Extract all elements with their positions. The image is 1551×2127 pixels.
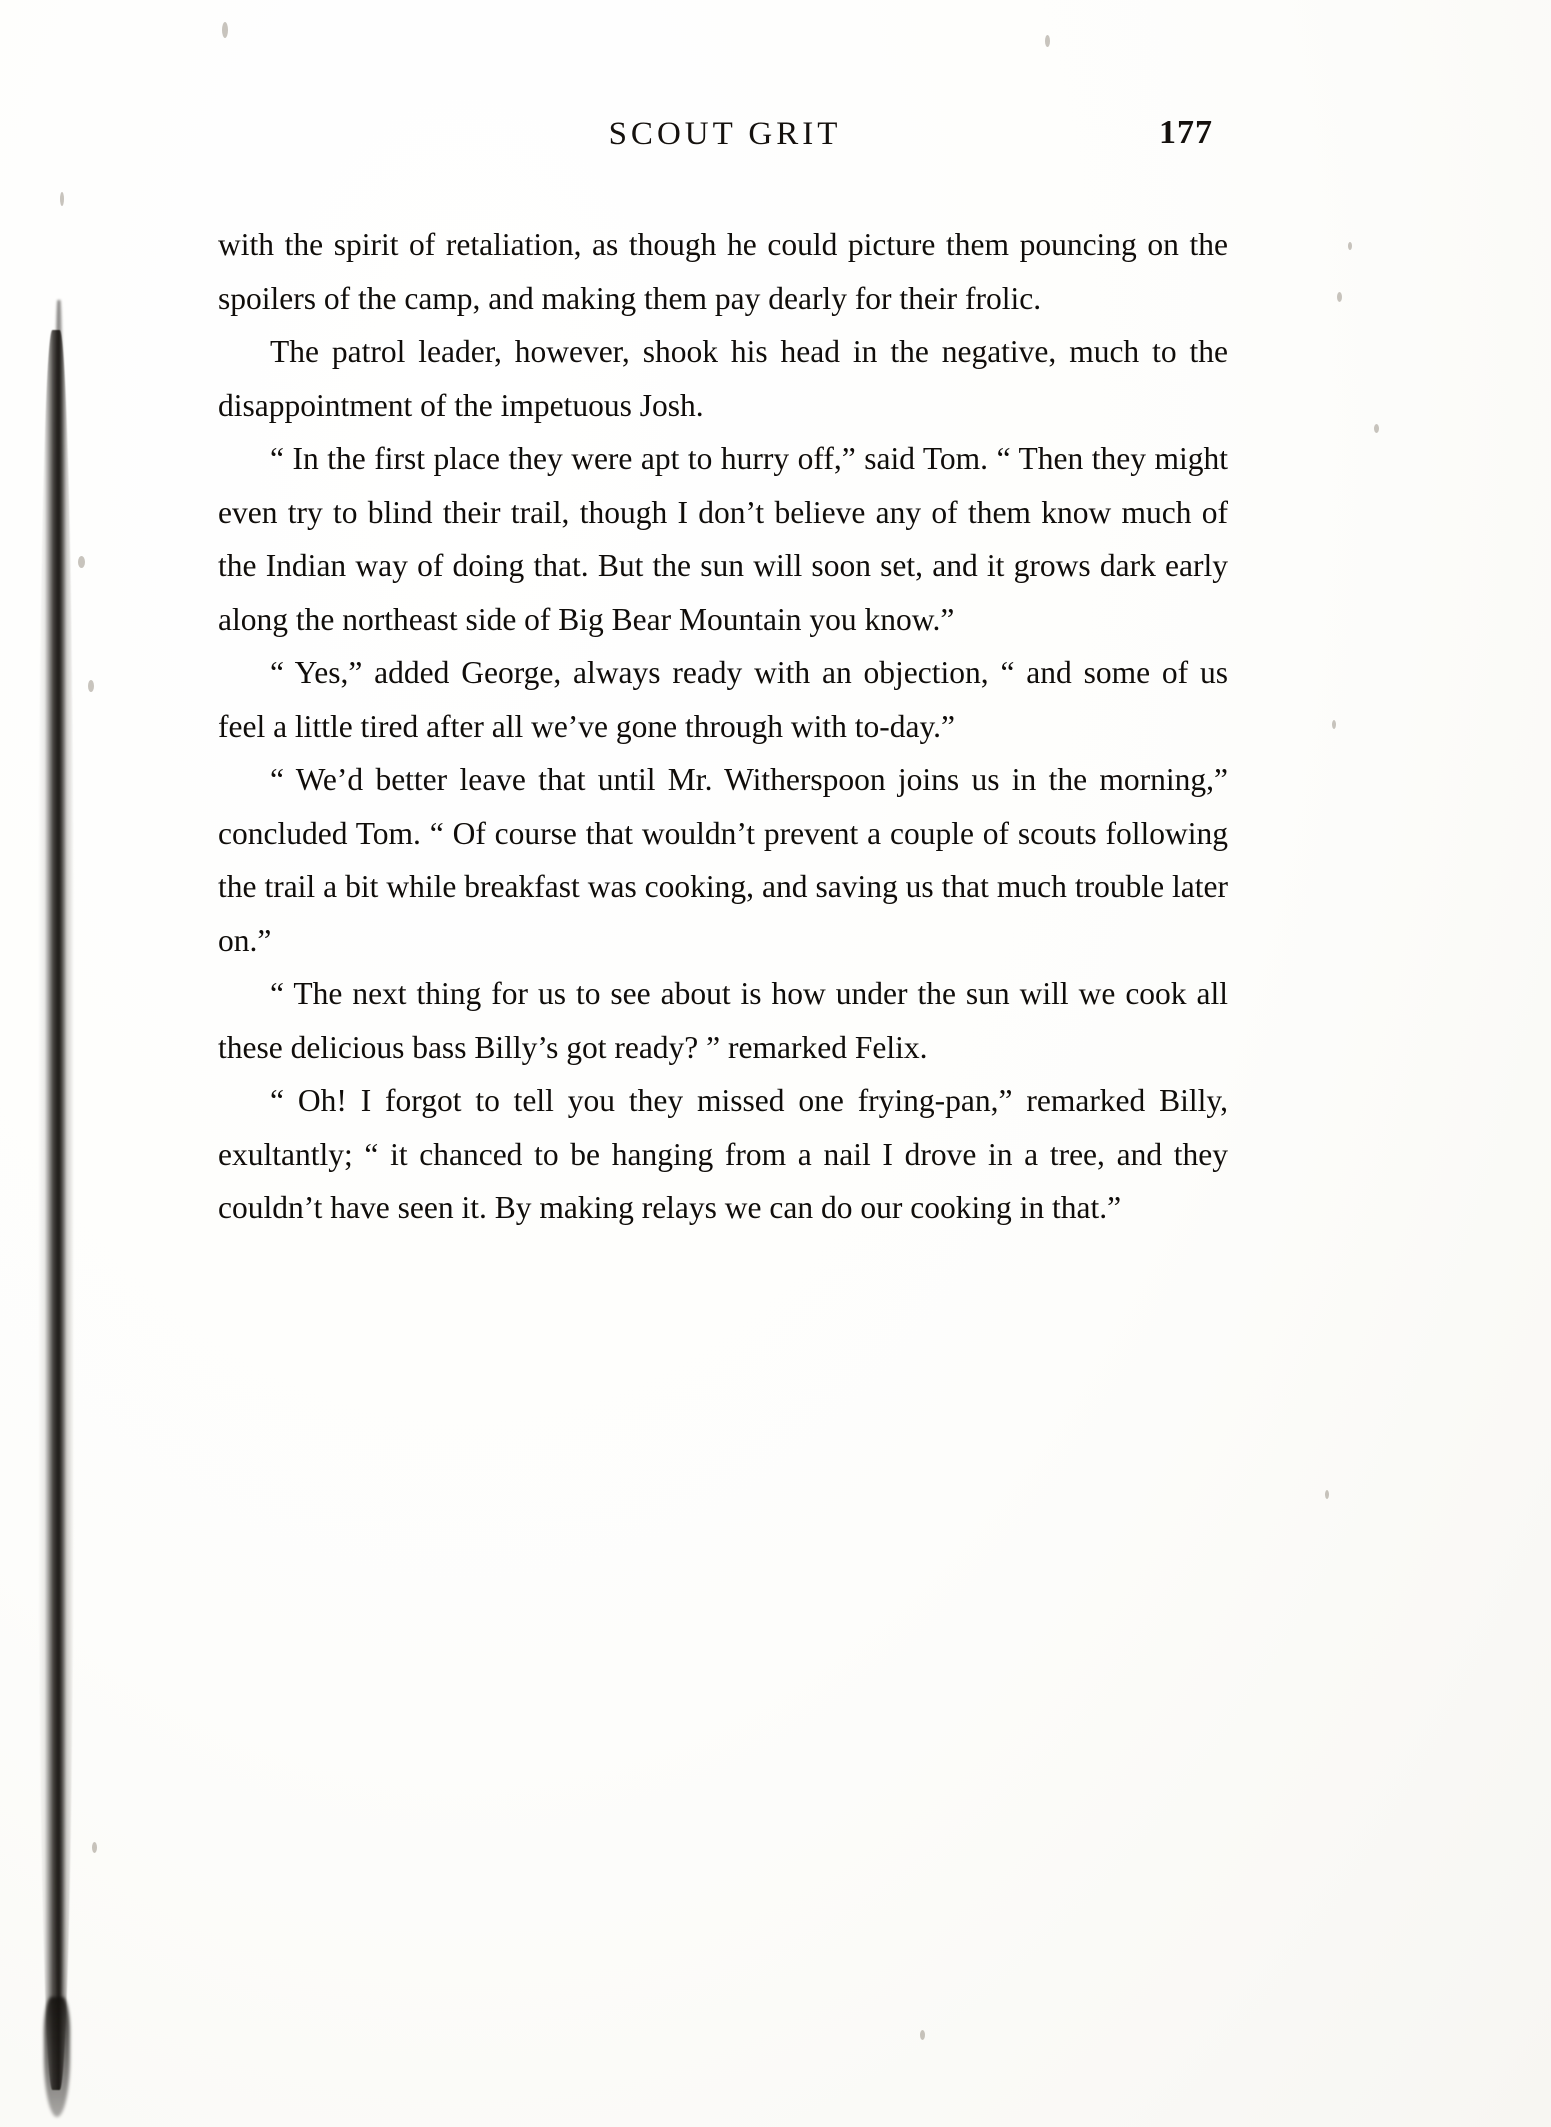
paragraph: “ Yes,” added George, always ready with an objection, “ and some of us feel a little tired after all we’ve gone through with to-day.”	[218, 655, 1228, 744]
running-head: SCOUT GRIT	[608, 116, 842, 152]
paragraph: The patrol leader, however, shook his head in the negative, much to the disappointment of the impetuous Josh.	[218, 334, 1228, 423]
paragraph: “ We’d better leave that until Mr. Witherspoon joins us in the morning,” concluded Tom. “ Of course that wouldn’t prevent a couple of scouts following the trail a bit while breakfast was cooking, and saving us that much trouble later on.”	[218, 762, 1228, 958]
body-text	[218, 218, 1228, 1235]
page-number: 177	[1159, 114, 1213, 151]
paragraph: with the spirit of retaliation, as though he could picture them pouncing on the spoilers of the camp, and making them pay dearly for their frolic.	[218, 227, 1228, 316]
paragraph: “ Oh! I forgot to tell you they missed one frying-pan,” remarked Billy, exultantly; “ it chanced to be hanging from a nail I drove in a tree, and they couldn’t have seen it. By making relays we can do our cooking in that.”	[218, 1083, 1228, 1225]
paragraph: “ The next thing for us to see about is how under the sun will we cook all these delicious bass Billy’s got ready? ” remarked Felix.	[218, 976, 1228, 1065]
page-header	[213, 116, 1237, 153]
paragraph: “ In the first place they were apt to hurry off,” said Tom. “ Then they might even try to blind their trail, though I don’t believe any of them know much of the Indian way of doing that. But the sun will soon set, and it grows dark early along the northeast side of Big Bear Mountain you know.”	[218, 441, 1228, 637]
